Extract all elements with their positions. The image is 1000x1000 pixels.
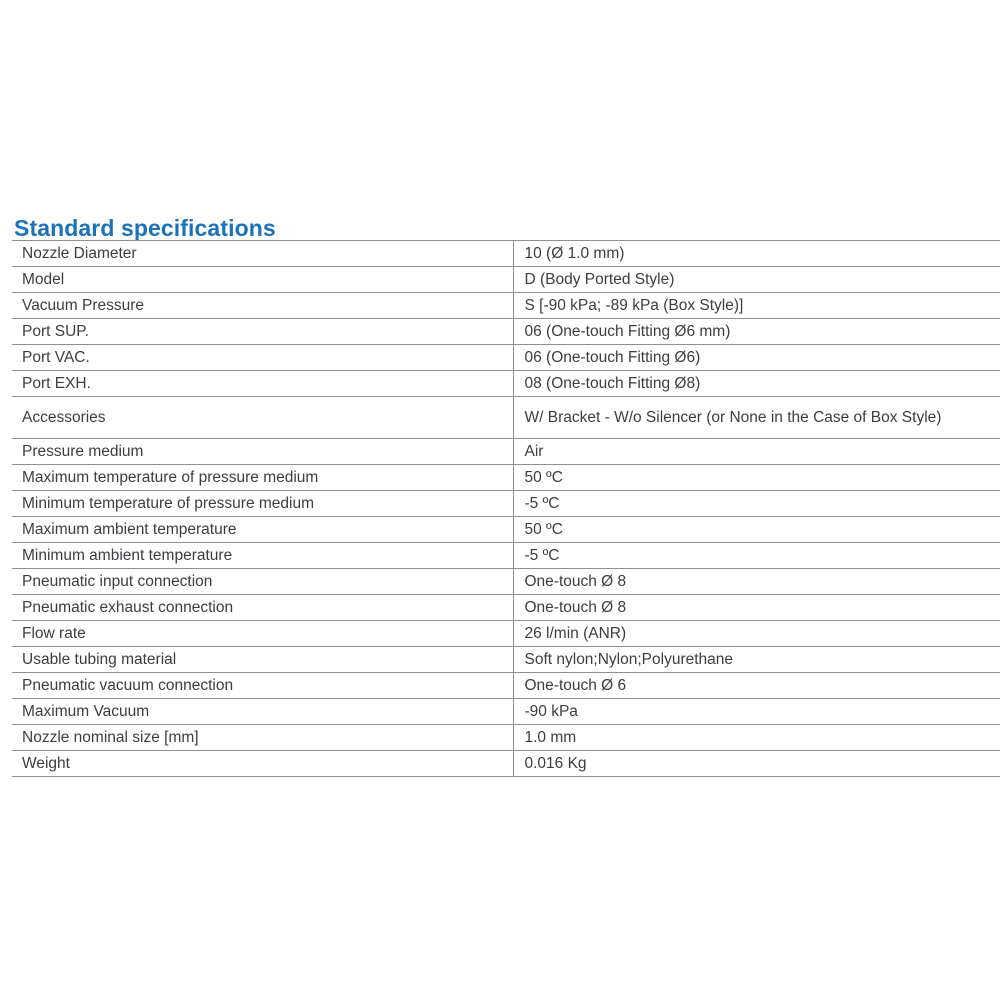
spec-value-cell: 50 ºC	[524, 468, 563, 486]
spec-value-cell: -5 ºC	[524, 546, 560, 564]
spec-label-cell: Port EXH.	[12, 371, 513, 397]
spec-value-cell: Soft nylon;Nylon;Polyurethane	[524, 650, 734, 668]
spec-label-cell: Maximum temperature of pressure medium	[12, 465, 513, 491]
spec-value-cell: 06 (One-touch Fitting Ø6)	[524, 348, 701, 366]
spec-label-cell: Pneumatic vacuum connection	[12, 673, 513, 699]
table-row	[12, 319, 1000, 345]
spec-label-cell: Model	[12, 267, 513, 293]
table-body	[12, 241, 1000, 777]
spec-label-cell: Vacuum Pressure	[12, 293, 513, 319]
table-row	[12, 673, 1000, 699]
spec-value-cell: One-touch Ø 8	[524, 572, 627, 590]
spec-value-cell: W/ Bracket - W/o Silencer (or None in the Case of Box Style)	[524, 408, 942, 426]
spec-value-cell: One-touch Ø 6	[524, 676, 627, 694]
table-row	[12, 595, 1000, 621]
spec-label-cell: Port VAC.	[12, 345, 513, 371]
spec-value-cell: -90 kPa	[524, 702, 578, 720]
spec-label-cell: Minimum temperature of pressure medium	[12, 491, 513, 517]
table-row	[12, 621, 1000, 647]
spec-value-cell: Air	[524, 442, 544, 460]
spec-label-cell: Maximum ambient temperature	[12, 517, 513, 543]
table-row	[12, 465, 1000, 491]
spec-value-cell: One-touch Ø 8	[524, 598, 627, 616]
table-row	[12, 569, 1000, 595]
table-row	[12, 491, 1000, 517]
spec-value-cell: 08 (One-touch Fitting Ø8)	[524, 374, 701, 392]
spec-label-cell: Weight	[12, 751, 513, 777]
spec-label-cell: Pressure medium	[12, 439, 513, 465]
spec-label-cell: Usable tubing material	[12, 647, 513, 673]
table-row	[12, 371, 1000, 397]
spec-value-cell: S [-90 kPa; -89 kPa (Box Style)]	[524, 296, 744, 314]
page-title: Standard specifications	[14, 215, 276, 242]
spec-value-cell: -5 ºC	[524, 494, 560, 512]
spec-label-cell: Port SUP.	[12, 319, 513, 345]
spec-label-cell: Nozzle Diameter	[12, 241, 513, 267]
table-row	[12, 397, 1000, 439]
spec-value-cell: 06 (One-touch Fitting Ø6 mm)	[524, 322, 731, 340]
table-row	[12, 241, 1000, 267]
table-row	[12, 725, 1000, 751]
spec-value-cell: 1.0 mm	[524, 728, 577, 746]
spec-label-cell: Maximum Vacuum	[12, 699, 513, 725]
table-row	[12, 293, 1000, 319]
table-row	[12, 751, 1000, 777]
table-row	[12, 647, 1000, 673]
spec-label-cell: Accessories	[12, 397, 513, 439]
table-row	[12, 439, 1000, 465]
spec-value-cell: 50 ºC	[524, 520, 563, 538]
spec-label-cell: Minimum ambient temperature	[12, 543, 513, 569]
table-row	[12, 345, 1000, 371]
table-row	[12, 267, 1000, 293]
spec-value-cell: 26 l/min (ANR)	[524, 624, 627, 642]
spec-label-cell: Nozzle nominal size [mm]	[12, 725, 513, 751]
table-row	[12, 517, 1000, 543]
spec-label-cell: Pneumatic exhaust connection	[12, 595, 513, 621]
standard-specifications-table	[12, 240, 1000, 777]
spec-value-cell: 10 (Ø 1.0 mm)	[524, 244, 625, 262]
spec-value-cell: D (Body Ported Style)	[524, 270, 675, 288]
spec-label-cell: Pneumatic input connection	[12, 569, 513, 595]
table-row	[12, 543, 1000, 569]
spec-label-cell: Flow rate	[12, 621, 513, 647]
table-row	[12, 699, 1000, 725]
spec-value-cell: 0.016 Kg	[524, 754, 587, 772]
